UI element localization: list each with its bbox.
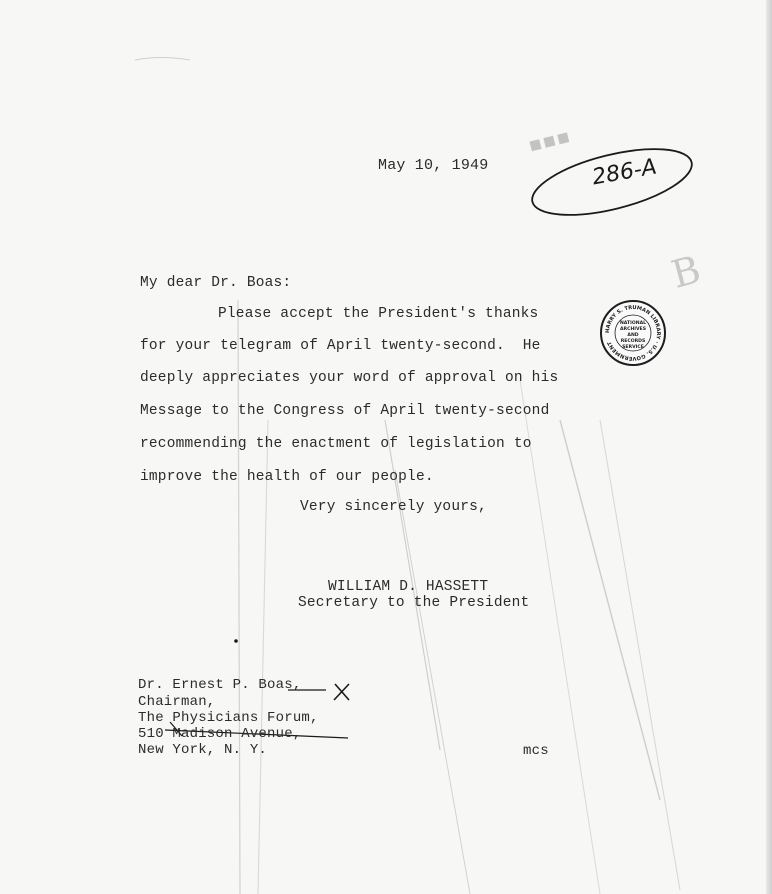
signature-title: Secretary to the President — [298, 595, 530, 611]
body-line: for your telegram of April twenty-second. He — [140, 338, 541, 354]
file-number-annotation: 286-A — [590, 154, 659, 191]
faded-received-stamp: ■■■ — [527, 128, 573, 154]
svg-text:HARRY S. TRUMAN LIBRARY · U.S.: HARRY S. TRUMAN LIBRARY · U.S. GOVERNMENT — [604, 304, 662, 362]
closing: Very sincerely yours, — [300, 499, 487, 515]
salutation: My dear Dr. Boas: — [140, 275, 292, 291]
letter-date: May 10, 1949 — [378, 157, 489, 174]
pencil-letter-mark: B — [666, 247, 706, 297]
address-line: New York, N. Y. — [138, 742, 268, 758]
body-line: Message to the Congress of April twenty-second — [140, 403, 550, 419]
body-line: improve the health of our people. — [140, 469, 434, 485]
signature-name: WILLIAM D. HASSETT — [328, 579, 489, 595]
body-line: Please accept the President's thanks — [218, 306, 539, 322]
address-line: 510 Madison Avenue, — [138, 726, 302, 742]
address-line: Dr. Ernest P. Boas, — [138, 677, 302, 693]
address-line: The Physicians Forum, — [138, 710, 319, 726]
body-line: recommending the enactment of legislation to — [140, 436, 532, 452]
address-line: Chairman, — [138, 694, 216, 710]
archive-stamp — [600, 300, 666, 366]
typist-initials: mcs — [523, 743, 549, 759]
body-line: deeply appreciates your word of approval on his — [140, 370, 559, 386]
stamp-center-text: NATIONAL ARCHIVES AND RECORDS SERVICE — [619, 321, 647, 350]
